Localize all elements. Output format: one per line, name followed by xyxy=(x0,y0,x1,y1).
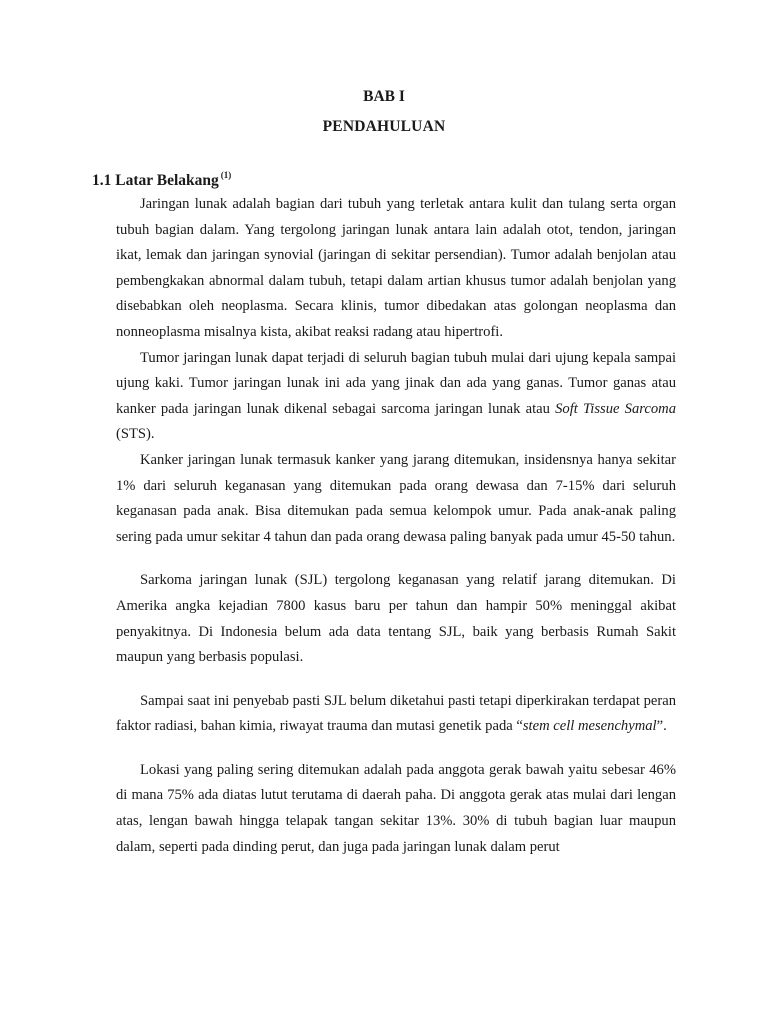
paragraph-2-text-end: (STS). xyxy=(116,426,155,443)
paragraph-5-text-end: ”. xyxy=(656,718,667,735)
section-heading-text: 1.1 Latar Belakang xyxy=(92,172,219,189)
reference-marker: (1) xyxy=(220,170,232,180)
section-heading xyxy=(92,170,231,190)
paragraph-6: Lokasi yang paling sering ditemukan adalah pada anggota gerak bawah yaitu sebesar 46% di mana 75% ada diatas lutut terutama di daerah paha. Di anggota gerak atas mulai dari lengan atas, lengan bawah hingga telapak tangan sekitar 13%. 30% di tubuh bagian luar maupun dalam, seperti pada dinding perut, dan juga pada jaringan lunak dalam perut xyxy=(116,761,676,855)
paragraph-5-text: Sampai saat ini penyebab pasti SJL belum diketahui pasti tetapi diperkirakan terdapat peran faktor radiasi, bahan kimia, riwayat trauma dan mutasi genetik pada “ xyxy=(116,692,676,735)
paragraph-3: Kanker jaringan lunak termasuk kanker yang jarang ditemukan, insidensnya hanya sekitar 1% dari seluruh keganasan yang ditemukan pada orang dewasa dan 7-15% dari seluruh keganasan pada anak. Bisa ditemukan pada semua kelompok umur. Pada anak-anak paling sering pada umur sekitar 4 tahun dan pada orang dewasa paling banyak pada umur 45-50 tahun. xyxy=(116,451,676,545)
paragraph-5-italic-term: stem cell mesenchymal xyxy=(522,718,657,735)
chapter-number: BAB I xyxy=(363,88,405,105)
body-text xyxy=(116,192,676,860)
paragraph-2-italic-term: Soft Tissue Sarcoma xyxy=(555,400,676,417)
paragraph-2 xyxy=(116,346,676,448)
paragraph-4: Sarkoma jaringan lunak (SJL) tergolong keganasan yang relatif jarang ditemukan. Di Amerika angka kejadian 7800 kasus baru per tahun dan hampir 50% meninggal akibat penyakitnya. Di Indonesia belum ada data tentang SJL, baik yang berbasis Rumah Sakit maupun yang berbasis populasi. xyxy=(116,572,676,666)
chapter-title: PENDAHULUAN xyxy=(322,118,446,135)
paragraph-1: Jaringan lunak adalah bagian dari tubuh yang terletak antara kulit dan tulang serta organ tubuh bagian dalam. Yang tergolong jaringan lunak antara lain adalah otot, tendon, jaringan ikat, lemak dan jaringan synovial (jaringan di sekitar persendian). Tumor adalah benjolan atau pembengkakan abnormal dalam tubuh, tetapi dalam artian khusus tumor adalah benjolan yang disebabkan oleh neoplasma. Secara klinis, tumor dibedakan atas golongan neoplasma dan nonneoplasma misalnya kista, akibat reaksi radang atau hipertrofi. xyxy=(116,196,676,340)
paragraph-5 xyxy=(116,689,676,740)
paragraph-2-text: Tumor jaringan lunak dapat terjadi di seluruh bagian tubuh mulai dari ujung kepala sampai ujung kaki. Tumor jaringan lunak ini ada yang jinak dan ada yang ganas. Tumor ganas atau kanker pada jaringan lunak dikenal sebagai sarcoma jaringan lunak atau xyxy=(116,349,676,417)
